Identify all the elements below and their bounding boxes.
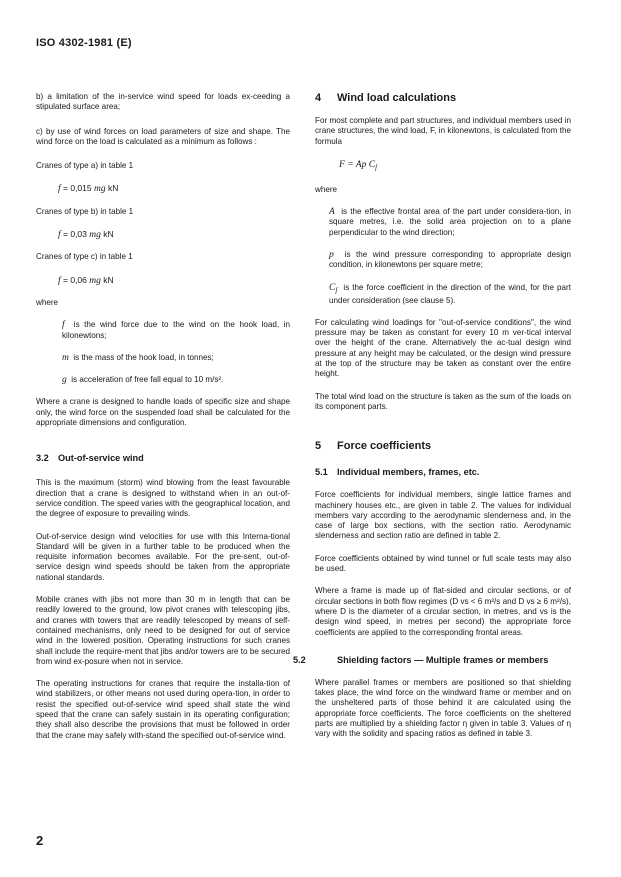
crane-type-b: Cranes of type b) in table 1 bbox=[36, 206, 134, 216]
crane-type-c: Cranes of type c) in table 1 bbox=[36, 252, 133, 262]
section-5-1-heading: 5.1 Individual members, frames, etc. bbox=[315, 467, 480, 478]
paragraph-3-2-3: Mobile cranes with jibs not more than 30 m in length that can be readily lowered to the ground, low pivot cranes with telescoping jibs, and cranes with towers that are readily telescoped by means of self-contained mechanisms, only need to be designed for out of service wind in the lowered position. Operating instructions for such cranes shall include the require-ment that jibs and/or towers are to be secured from wind ex-posure when not in service. bbox=[36, 595, 290, 666]
standard-header: ISO 4302-1981 (E) bbox=[36, 37, 132, 49]
equation-b: f = 0,03 mg kN bbox=[58, 229, 114, 241]
paragraph-4-3: The total wind load on the structure is taken as the sum of the loads on its component parts. bbox=[315, 391, 571, 411]
where-label-right: where bbox=[315, 184, 338, 194]
definition-m: m is the mass of the hook load, in tonnes; bbox=[62, 352, 214, 363]
paragraph-5-1-3: Where a frame is made up of flat-sided and circular sections, or of circular sections in both flow regimes (D vs < 6 m²/s and D vs ≥ 6 m²/s), where D is the diameter of a circular section, in metres, and vs is the design wind speed, in metres per second) the appropriate force coefficients are applied to the corresponding frontal areas. bbox=[315, 586, 571, 637]
section-4-heading: 4 Wind load calculations bbox=[315, 92, 457, 104]
left-column bbox=[36, 92, 290, 741]
item-c: c) by use of wind forces on load parameters of size and shape. The wind force on the load is calculated as a minimum as follows : bbox=[36, 126, 290, 146]
equation-a: f = 0,015 mg kN bbox=[58, 183, 119, 195]
paragraph-5-2-1: Where parallel frames or members are positioned so that shielding takes place, the wind force on the windward frame or member and on the unsheltered parts of those behind it are calculated using the appropriate force coefficients. The force coefficients on the sheltered parts are multiplied by a shielding factor η given in table 3. Values of η vary with the solidity and spacing ratios as defined in table 3. bbox=[315, 677, 571, 739]
equation-c: f = 0,06 mg kN bbox=[58, 274, 114, 286]
definition-p: p is the wind pressure corresponding to appropriate design condition, in kilonewtons per square metre; bbox=[329, 250, 571, 270]
definition-Cf: $C_f$ is the force coefficient in the direction of the wind, for the part under consideration (see clause 5). bbox=[329, 282, 571, 305]
section-5-heading: 5 Force coefficients bbox=[315, 440, 432, 453]
paragraph-4-2: For calculating wind loadings for "out-of-service conditions", the wind pressure may be taken as constant for every 10 m ver-tical interval over the height of the crane. Alternatively the ac-tual design wind pressure at any height may be calculated, or the design wind pressure at the top of the structure may be taken as constant over the entire height. bbox=[315, 317, 571, 379]
right-column bbox=[293, 92, 572, 740]
wind-load-formula: F = Ap $C_f$ bbox=[339, 159, 378, 172]
section-5-2-heading: 5.2 Shielding factors — Multiple frames or members bbox=[293, 654, 549, 665]
paragraph-5-1-1: Force coefficients for individual members, single lattice frames and machinery houses etc., are given in table 2. The values for individual members vary according to the aerodynamic slenderness and, in the case of large box sections, with the section ratio. Aerodynamic slenderness and section ratio are defined in table 2. bbox=[315, 490, 571, 541]
paragraph-suspended-load: Where a crane is designed to handle loads of specific size and shape only, the wind force on the suspended load shall be calculated for the appropriate dimensions and configuration. bbox=[36, 397, 290, 428]
definition-f: f is the wind force due to the wind on the hook load, in kilonewtons; bbox=[62, 320, 291, 340]
paragraph-5-1-2: Force coefficients obtained by wind tunnel or full scale tests may also be used. bbox=[315, 553, 571, 574]
where-label: where bbox=[36, 297, 59, 307]
paragraph-3-2-1: This is the maximum (storm) wind blowing from the least favourable direction that a crane is designed to withstand when in an out-of-service condition. The speed varies with the geographical location, and the degree of exposure to prevailing winds. bbox=[36, 478, 290, 519]
crane-type-a: Cranes of type a) in table 1 bbox=[36, 161, 134, 171]
item-b: b) a limitation of the in-service wind speed for loads ex-ceeding a stipulated surface area; bbox=[36, 92, 290, 112]
page-number: 2 bbox=[36, 833, 44, 848]
paragraph-3-2-2: Out-of-service design wind velocities for use with this Interna-tional Standard will be given in a further table to be produced when the requisite information becomes available. For the pre-sent, out-of-service design wind speeds should be taken from the appropriate national standards. bbox=[36, 531, 290, 582]
paragraph-3-2-4: The operating instructions for cranes that require the installa-tion of wind stabilizers, or other means not used during opera-tion, in order to resist the specified out-of-service wind speed shall state the wind speed that the crane can safely sustain in its operating configuration; they shall also describe the provisions that must be followed in order that the crane may safely with-stand the specified out-of-service wind. bbox=[36, 679, 290, 740]
section-3-2-heading: 3.2 Out-of-service wind bbox=[36, 453, 144, 464]
definition-A: A is the effective frontal area of the part under considera-tion, in square metres, i.e. the solid area projection on to a plane perpendicular to the wind direction; bbox=[329, 207, 572, 237]
paragraph-4-1: For most complete and part structures, and individual members used in crane structures, the wind load, F, in kilonewtons, is calculated from the formula bbox=[315, 116, 571, 146]
definition-g: g is acceleration of free fall equal to 10 m/s². bbox=[62, 375, 224, 386]
